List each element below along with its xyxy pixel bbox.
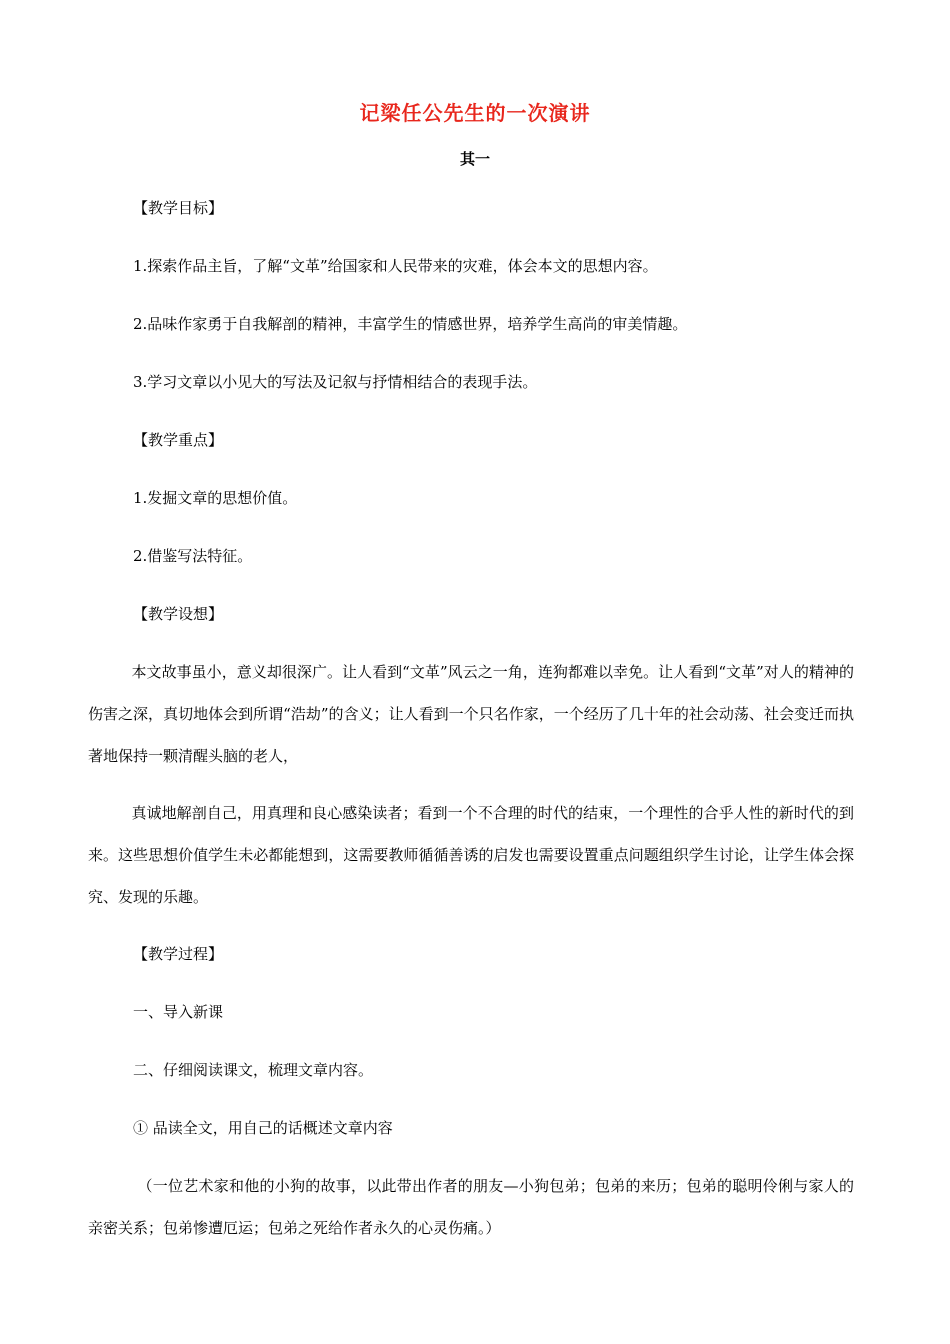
process-step-2: 二、仔细阅读课文，梳理文章内容。 (133, 1061, 374, 1079)
design-paragraph-1: 本文故事虽小，意义却很深广。让人看到“文革”风云之一角，连狗都难以幸免。让人看到“文革”对人的精神的伤害之深，真切地体会到所谓“浩劫”的含义；让人看到一个只名作家，一个经历了几十年的社会动荡、社会变迁而执著地保持一颗清醒头脑的老人， (88, 663, 854, 765)
design-heading: 【教学设想】 (133, 605, 224, 623)
focus-heading: 【教学重点】 (133, 431, 224, 449)
process-heading: 【教学过程】 (133, 945, 224, 963)
goals-heading: 【教学目标】 (133, 199, 224, 217)
process-step-1: 一、导入新课 (133, 1003, 224, 1021)
process-step-2-1: ① 品读全文，用自己的话概述文章内容 (133, 1119, 393, 1137)
process-step-2-1-answer: （一位艺术家和他的小狗的故事，以此带出作者的朋友—小狗包弟；包弟的来历；包弟的聪明伶俐与家人的亲密关系；包弟惨遭厄运；包弟之死给作者永久的心灵伤痛。） (88, 1177, 854, 1237)
goal-item-1: 1.探索作品主旨，了解“文革”给国家和人民带来的灾难，体会本文的思想内容。 (133, 257, 658, 275)
document-subtitle: 其一 (459, 150, 490, 168)
focus-item-2: 2.借鉴写法特征。 (133, 547, 253, 565)
focus-item-1: 1.发掘文章的思想价值。 (133, 489, 298, 507)
design-paragraph-2: 真诚地解剖自己，用真理和良心感染读者；看到一个不合理的时代的结束，一个理性的合乎人性的新时代的到来。这些思想价值学生未必都能想到，这需要教师循循善诱的启发也需要设置重点问题组织学生讨论，让学生体会探究、发现的乐趣。 (88, 804, 854, 906)
goal-item-2: 2.品味作家勇于自我解剖的精神，丰富学生的情感世界，培养学生高尚的审美情趣。 (133, 315, 688, 333)
goal-item-3: 3.学习文章以小见大的写法及记叙与抒情相结合的表现手法。 (133, 373, 538, 391)
document-title: 记梁任公先生的一次演讲 (359, 101, 591, 125)
